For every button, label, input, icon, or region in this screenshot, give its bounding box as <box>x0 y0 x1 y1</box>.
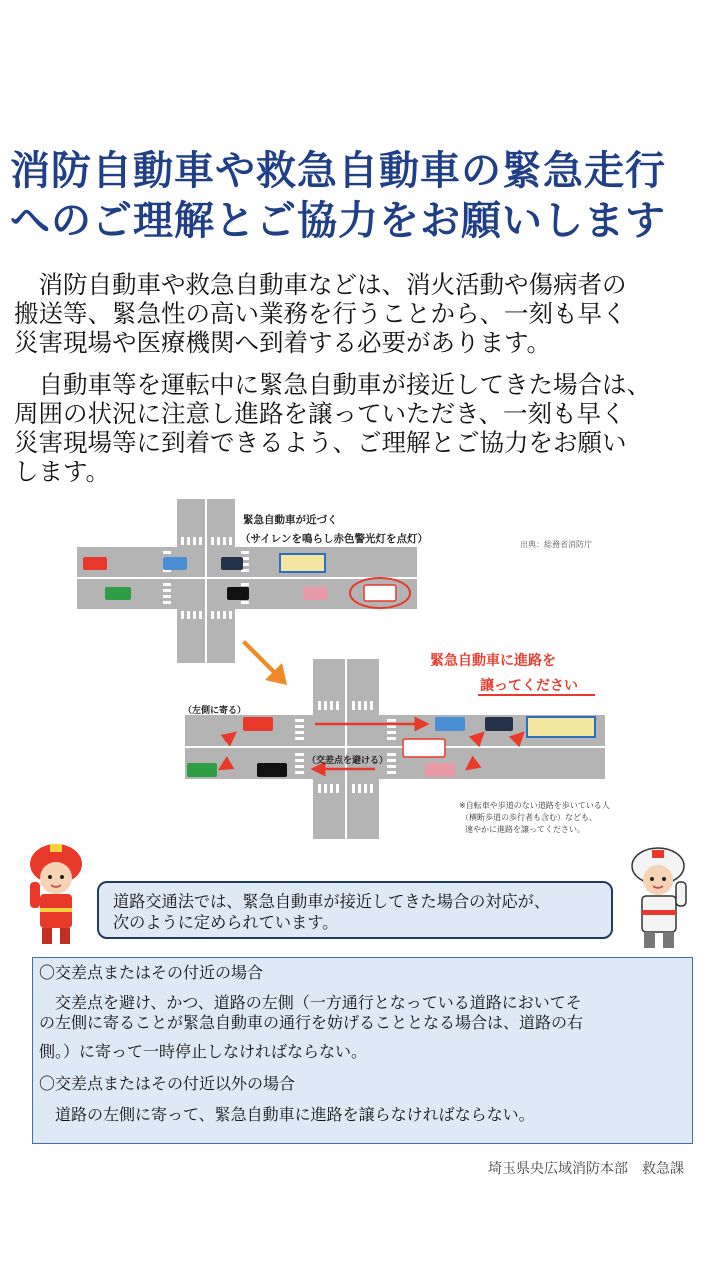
navy-car <box>221 557 243 570</box>
traffic-law-box <box>32 957 693 1144</box>
red-car <box>83 557 107 570</box>
bubble-line: 次のように定められています。 <box>113 913 339 932</box>
pink-car <box>303 587 327 600</box>
green-car <box>187 763 217 777</box>
law-body-line: 交差点を避け、かつ、道路の左側（一方通行となっている道路においてそ <box>39 993 582 1012</box>
intro-p2-line: します。 <box>14 457 111 486</box>
black-car <box>257 763 287 777</box>
law-body-line: 側。）に寄って一時停止しなければならない。 <box>39 1042 368 1061</box>
intro-p1-line: 消防自動車や救急自動車などは、消火活動や傷病者の <box>14 270 627 299</box>
source-label: 出典：総務省消防庁 <box>520 540 592 549</box>
bubble-line: 道路交通法では、緊急自動車が接近してきた場合の対応が、 <box>113 892 551 911</box>
yield-label-2: 譲ってください <box>480 678 578 694</box>
truck <box>280 554 325 572</box>
note-line: 速やかに進路を譲ってください。 <box>465 825 585 834</box>
title-line-1: 消防自動車や救急自動車の緊急走行 <box>10 148 666 194</box>
footer-attribution: 埼玉県央広域消防本部 救急課 <box>488 1161 684 1177</box>
speech-bubble <box>97 881 613 939</box>
intro-p2-line: 自動車等を運転中に緊急自動車が接近してきた場合は、 <box>14 370 651 399</box>
avoid-intersection-label: （交差点を避ける） <box>307 756 389 766</box>
intersection-diagram <box>75 497 615 842</box>
left-side-label: （左側に寄る） <box>183 706 247 716</box>
intro-p1-line: 災害現場や医療機関へ到着する必要があります。 <box>14 328 552 357</box>
blue-car <box>435 717 465 731</box>
intro-p2-line: 災害現場等に到着できるよう、ご理解とご協力をお願い <box>14 428 627 457</box>
firefighter-white-icon <box>622 846 696 950</box>
intro-paragraph-2 <box>14 370 706 486</box>
blue-car <box>163 557 187 570</box>
green-car <box>105 587 131 600</box>
navy-car <box>485 717 513 731</box>
intro-paragraph-1 <box>14 270 706 357</box>
firefighter-red-icon <box>22 842 90 946</box>
approach-label-1: 緊急自動車が近づく <box>243 514 338 526</box>
title-line-2: へのご理解とご協力をお願いします <box>10 198 666 244</box>
pink-car <box>425 763 455 777</box>
flow-arrow-icon <box>242 640 287 685</box>
truck <box>527 717 595 737</box>
bottom-intersection <box>183 652 610 839</box>
note-line: （横断歩道の歩行者も含む）なども、 <box>461 813 597 822</box>
ambulance <box>403 739 445 757</box>
intro-p2-line: 周囲の状況に注意し進路を譲っていただき、一刻も早く <box>14 399 626 428</box>
black-car <box>227 587 249 600</box>
page-title <box>10 146 718 246</box>
law-body-line: 道路の左側に寄って、緊急自動車に進路を譲らなければならない。 <box>39 1105 535 1124</box>
yield-label-1: 緊急自動車に進路を <box>430 653 556 669</box>
red-car <box>243 717 273 731</box>
approach-label-2: （サイレンを鳴らし赤色警光灯を点灯） <box>240 533 429 545</box>
ambulance <box>364 585 396 601</box>
top-intersection <box>77 499 592 663</box>
law-body-line: の左側に寄ることが緊急自動車の通行を妨げることとなる場合は、道路の右 <box>39 1013 584 1032</box>
law-heading-intersection: 〇交差点またはその付近の場合 <box>39 963 264 982</box>
note-line: ※自転車や歩道のない道路を歩いている人 <box>459 801 610 810</box>
law-heading-other: 〇交差点またはその付近以外の場合 <box>39 1074 296 1093</box>
intro-p1-line: 搬送等、緊急性の高い業務を行うことから、一刻も早く <box>14 299 627 328</box>
